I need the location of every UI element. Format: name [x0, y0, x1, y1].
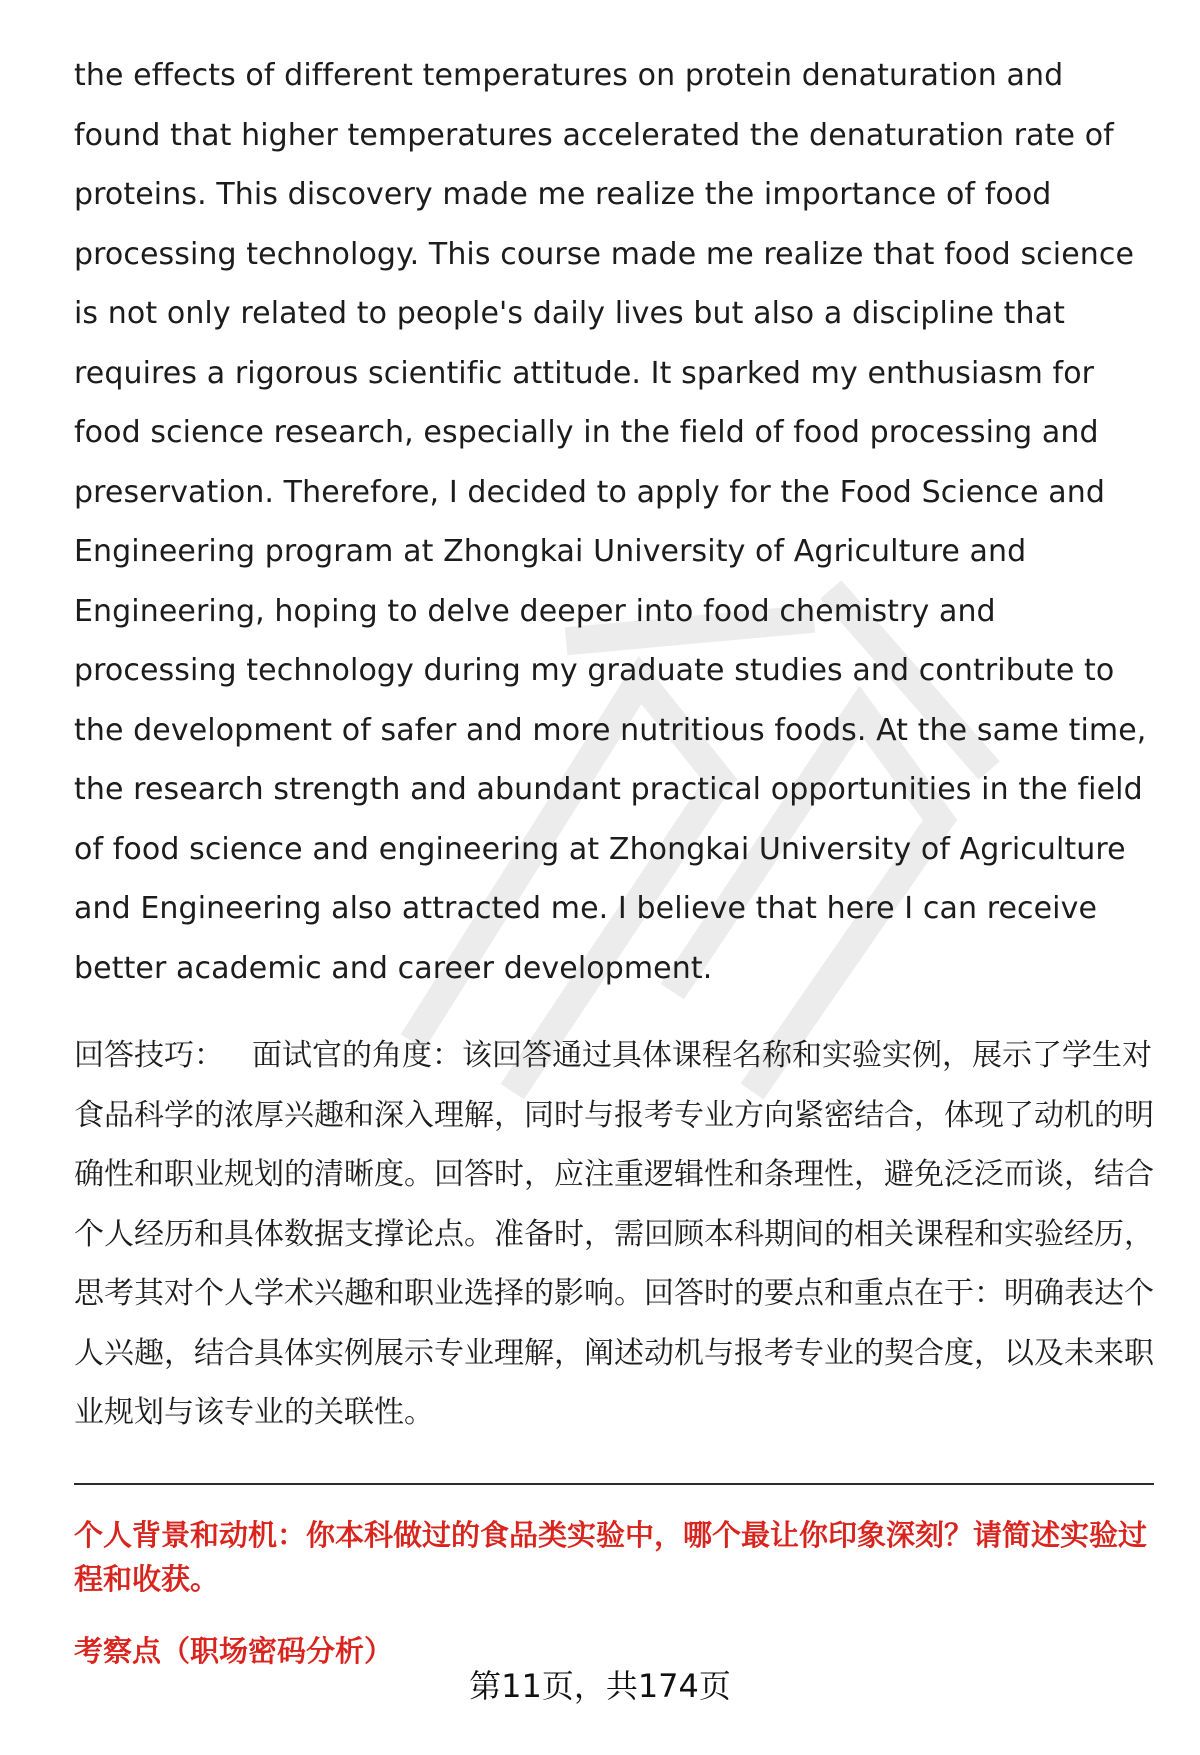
sample-answer-paragraph: the effects of different temperatures on protein denaturation and found that higher temperatures accelerated the denaturation rate of proteins. This discovery made me realize the importance of food processing technology. This course made me realize that food science is not only related to people's daily lives but also a discipline that requires a rigorous scientific attitude. It sparked my enthusiasm for food science research, especially in the field of food processing and preservation. Therefore, I decided to apply for the Food Science and Engineering program at Zhongkai University of Agriculture and Engineering, hoping to delve deeper into food chemistry and processing technology during my graduate studies and contribute to the development of safer and more nutritious foods. At the same time, the research strength and abundant practical opportunities in the field of food science and engineering at Zhongkai University of Agriculture and Engineering also attracted me. I believe that here I can receive better academic and career development. — [74, 58, 1147, 986]
section-divider — [74, 1483, 1154, 1485]
answer-tips-text: 面试官的角度：该回答通过具体课程名称和实验实例，展示了学生对食品科学的浓厚兴趣和深入理解，同时与报考专业方向紧密结合，体现了动机的明确性和职业规划的清晰度。回答时，应注重逻辑性和条理性，避免泛泛而谈，结合个人经历和具体数据支撑论点。准备时，需回顾本科期间的相关课程和实验经历，思考其对个人学术兴趣和职业选择的影响。回答时的要点和重点在于：明确表达个人兴趣，结合具体实例展示专业理解，阐述动机与报考专业的契合度，以及未来职业规划与该专业的关联性。 — [74, 1038, 1154, 1430]
interview-question: 个人背景和动机：你本科做过的食品类实验中，哪个最让你印象深刻？请简述实验过程和收获。 — [74, 1517, 1148, 1596]
page-number-footer: 第11页，共174页 — [469, 1667, 731, 1705]
document-page — [74, 46, 1154, 1673]
answer-tips-paragraph — [74, 1026, 1154, 1443]
assessment-section-heading: 考察点（职场密码分析） — [74, 1633, 394, 1668]
answer-tips-label: 回答技巧： — [74, 1038, 224, 1073]
